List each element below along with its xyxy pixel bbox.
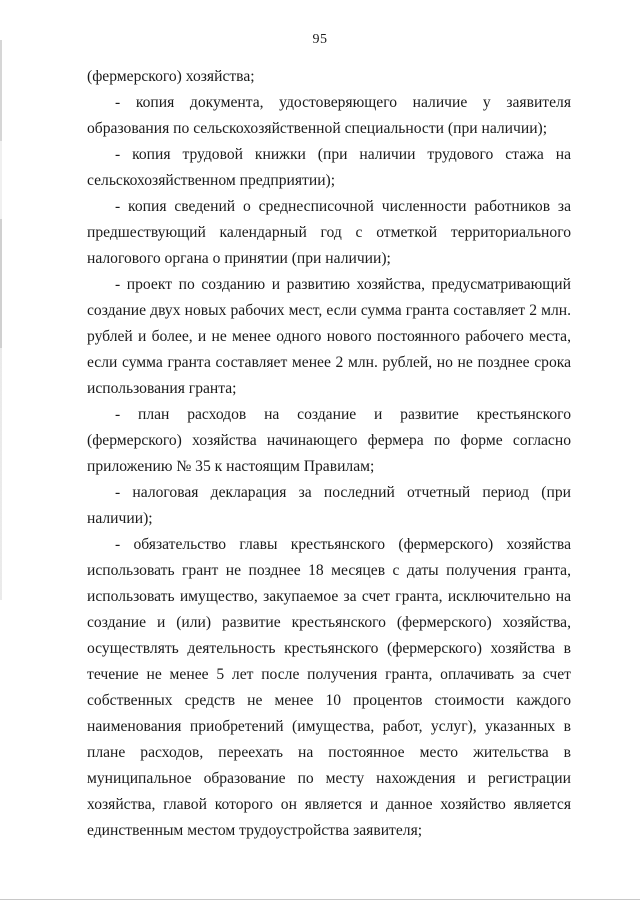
paragraph-tax-declaration: - налоговая декларация за последний отчетный период (при наличии); [87, 484, 571, 527]
paragraph-headcount-info: - копия сведений о среднесписочной численности работников за предшествующий календарный год с отметкой территориального налогового органа о принятии (при наличии); [87, 198, 571, 267]
paragraph-development-project: - проект по созданию и развитию хозяйства, предусматривающий создание двух новых рабочих мест, если сумма гранта составляет 2 млн. рублей и более, и не менее одного нового постоянного рабочего места, если сумма гранта составляет менее 2 млн. рублей, но не позднее срока использования гранта; [87, 276, 571, 397]
document-body [87, 64, 571, 844]
paragraph-obligation: - обязательство главы крестьянского (фермерского) хозяйства использовать грант не позднее 18 месяцев с даты получения гранта, использовать имущество, закупаемое за счет гранта, исключительно на создание и (или) развитие крестьянского (фермерского) хозяйства, осуществлять деятельность крестьянского (фермерского) хозяйства в течение не менее 5 лет после получения гранта, оплачивать за счет собственных средств не менее 10 процентов стоимости каждого наименования приобретений (имущества, работ, услуг), указанных в плане расходов, переехать на постоянное место жительства в муниципальное образование по месту нахождения и регистрации хозяйства, главой которого он является и данное хозяйство является единственным местом трудоустройства заявителя; [87, 536, 571, 839]
paragraph-employment-record: - копия трудовой книжки (при наличии трудового стажа на сельскохозяйственном предприятии); [87, 146, 571, 189]
paragraph-education-document: - копия документа, удостоверяющего наличие у заявителя образования по сельскохозяйственной специальности (при наличии); [87, 94, 571, 137]
paragraph-expense-plan: - план расходов на создание и развитие крестьянского (фермерского) хозяйства начинающего фермера по форме согласно приложению № 35 к настоящим Правилам; [87, 406, 571, 475]
scan-bottom-edge [0, 899, 640, 900]
paragraph-continuation: (фермерского) хозяйства; [87, 68, 255, 85]
page-number: 95 [312, 32, 328, 47]
scan-edge-artifact [0, 40, 2, 600]
